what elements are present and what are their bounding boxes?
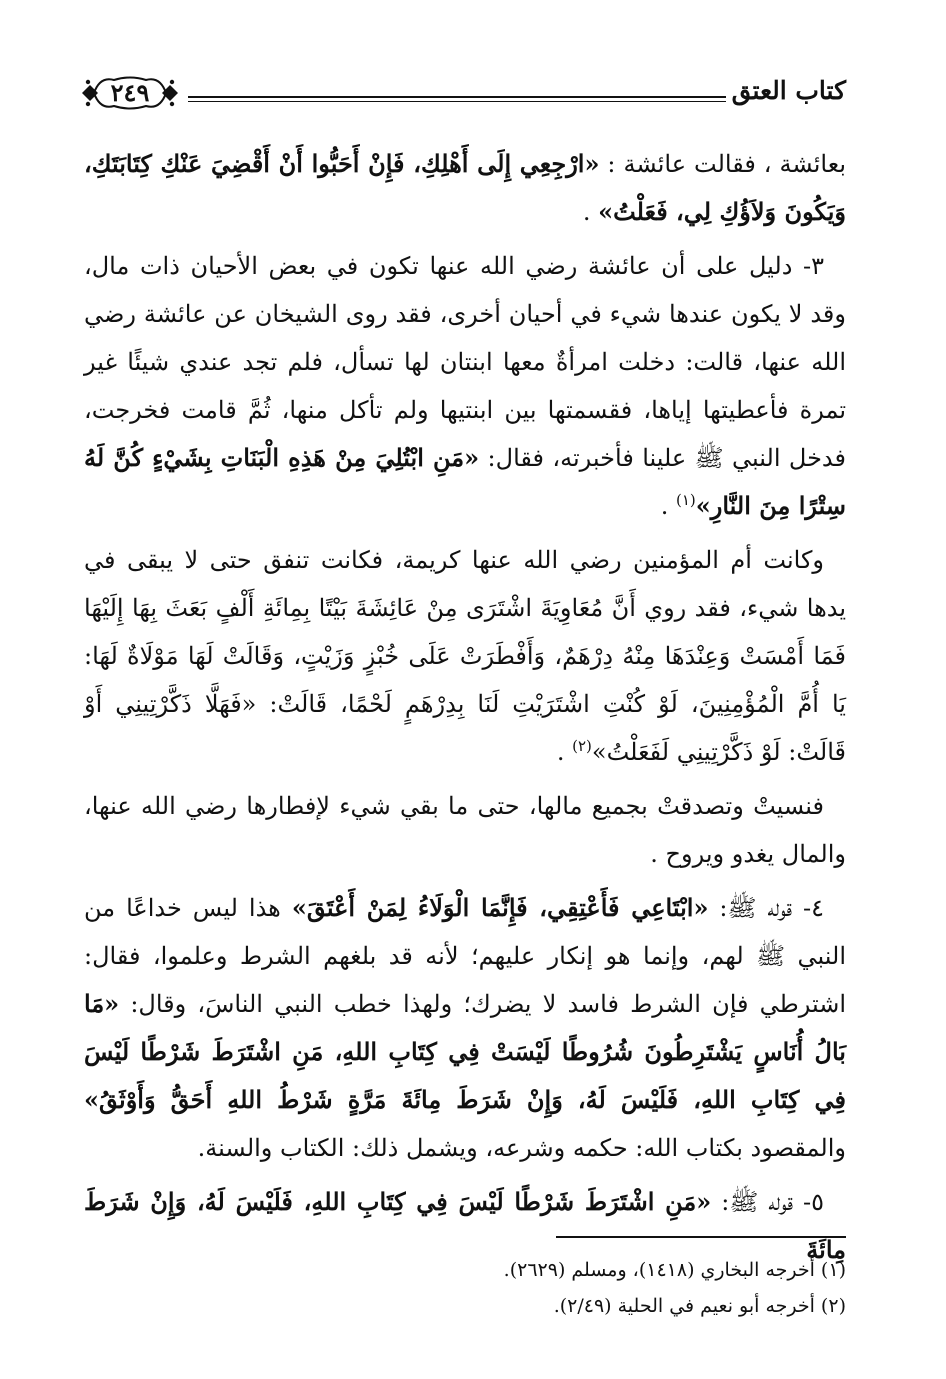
paragraph-2-text: ٣- دليل على أن عائشة رضي الله عنها تكون في بعض الأحيان ذات مال، وقد لا يكون عندها شيء في أحيان أخرى، فقد روى الشيخان عن عائشة رضي الله عنها، قالت: دخلت امرأةٌ معها ابنتان لها تسأل، فلم تجد عندي شيئًا غير تمرة فأعطيتها إياها، فقسمتها بين ابنتيها ولم تأكل منها، ثُمَّ قامت فخرجت، فدخل النبي ﷺ علينا فأخبرته، فقال:	[84, 252, 846, 472]
paragraph-1-quote: «ارْجِعِي إِلَى أَهْلِكِ، فَإِنْ أَحَبُّوا أَنْ أَقْضِيَ عَنْكِ كِتَابَتَكِ، وَيَكُونَ وَلاَؤُكِ لِي، فَعَلْتُ»	[84, 149, 846, 226]
paragraph-4	[84, 782, 846, 878]
paragraph-2	[84, 242, 846, 530]
paragraph-4-text: فنسيتْ وتصدقتْ بجميع مالها، حتى ما بقي شيء لإفطارها رضي الله عنها، والمال يغدو ويروح .	[84, 792, 846, 868]
paragraph-1-intro: بعائشة ، فقالت عائشة :	[599, 150, 846, 178]
paragraph-3-end: .	[556, 738, 573, 766]
paragraph-1-end: .	[582, 198, 599, 226]
main-text	[84, 140, 846, 1280]
book-title: كتاب العتق	[731, 76, 846, 105]
paragraph-5-quote: «ابْتَاعِي فَأَعْتِقِي، فَإِنَّمَا الْوَلَاءُ لِمَنْ أَعْتَقَ»	[291, 893, 709, 922]
paragraph-6-quote: «مَنِ اشْتَرَطَ شَرْطًا لَيْسَ فِي كِتَابِ اللهِ، فَلَيْسَ لَهُ، وَإِنْ شَرَطَ مِائَةَ	[84, 1187, 846, 1264]
paragraph-5-end: والمقصود بكتاب الله: حكمه وشرعه، ويشمل ذلك: الكتاب والسنة.	[197, 1134, 846, 1162]
paragraph-5-quote-2: «مَا بَالُ أُنَاسٍ يَشْتَرِطُونَ شُرُوطًا لَيْسَتْ فِي كِتَابِ اللهِ، مَنِ اشْتَرَطَ شَرْطًا لَيْسَ فِي كِتَابِ اللهِ، فَلَيْسَ لَهُ، وَإِنْ شَرَطَ مِائَةَ مَرَّةٍ شَرْطُ اللهِ أَحَقُّ وَأَوْثَقُ»	[84, 989, 846, 1114]
paragraph-6-text: ٥- قوله ﷺ:	[711, 1188, 824, 1216]
running-header	[78, 68, 846, 118]
footnotes	[84, 1252, 846, 1324]
paragraph-1	[84, 140, 846, 236]
page-number: ٢٤٩	[110, 78, 150, 107]
paragraph-3-text: وكانت أم المؤمنين رضي الله عنها كريمة، فكانت تنفق حتى لا يبقى في يدها شيء، فقد روي أَنَّ مُعَاوِيَةَ اشْتَرَى مِنْ عَائِشَةَ بَيْتًا بِمِائَةِ أَلْفٍ بَعَثَ بِهَا إِلَيْهَا فَمَا أَمْسَتْ وَعِنْدَهَا مِنْهُ دِرْهَمٌ، وَأَفْطَرَتْ عَلَى خُبْزٍ وَزَيْتٍ، وَقَالَتْ لَهَا مَوْلَاةٌ لَهَا: يَا أُمَّ الْمُؤْمِنِينَ، لَوْ كُنْتِ اشْتَرَيْتِ لَنَا بِدِرْهَمٍ لَحْمًا، قَالَتْ: «فَهَلَّا ذَكَّرْتِينِي أَوْ قَالَتْ: لَوْ ذَكَّرْتِينِي لَفَعَلْتُ»	[84, 546, 846, 766]
paragraph-5-text: ٤- قوله ﷺ:	[708, 894, 825, 922]
paragraph-2-end: .	[660, 492, 676, 520]
paragraph-3	[84, 536, 846, 776]
header-rule	[188, 96, 726, 98]
paragraph-2-quote: «مَنِ ابْتُلِيَ مِنْ هَذِهِ الْبَنَاتِ بِشَيْءٍ كُنَّ لَهُ سِتْرًا مِنَ النَّارِ»	[84, 443, 846, 520]
paragraph-5	[84, 884, 846, 1172]
footnote-2: (٢) أخرجه أبو نعيم في الحلية (٢/٤٩).	[553, 1295, 846, 1317]
footnote-mark-2: (٢)	[572, 737, 592, 755]
page-number-ornament	[78, 70, 182, 116]
footnote-mark-1: (١)	[675, 491, 696, 509]
paragraph-5-after: هذا ليس خداعًا من النبي ﷺ لهم، وإنما هو إنكار عليهم؛ لأنه قد بلغهم الشرط وعلموا، فقال: اشترطي فإن الشرط فاسد لا يضرك؛ ولهذا خطب النبي الناسَ، وقال:	[84, 894, 846, 1018]
footnote-separator	[556, 1236, 846, 1238]
footnote-1: (١) أخرجه البخاري (١٤١٨)، ومسلم (٢٦٢٩).	[503, 1259, 846, 1281]
